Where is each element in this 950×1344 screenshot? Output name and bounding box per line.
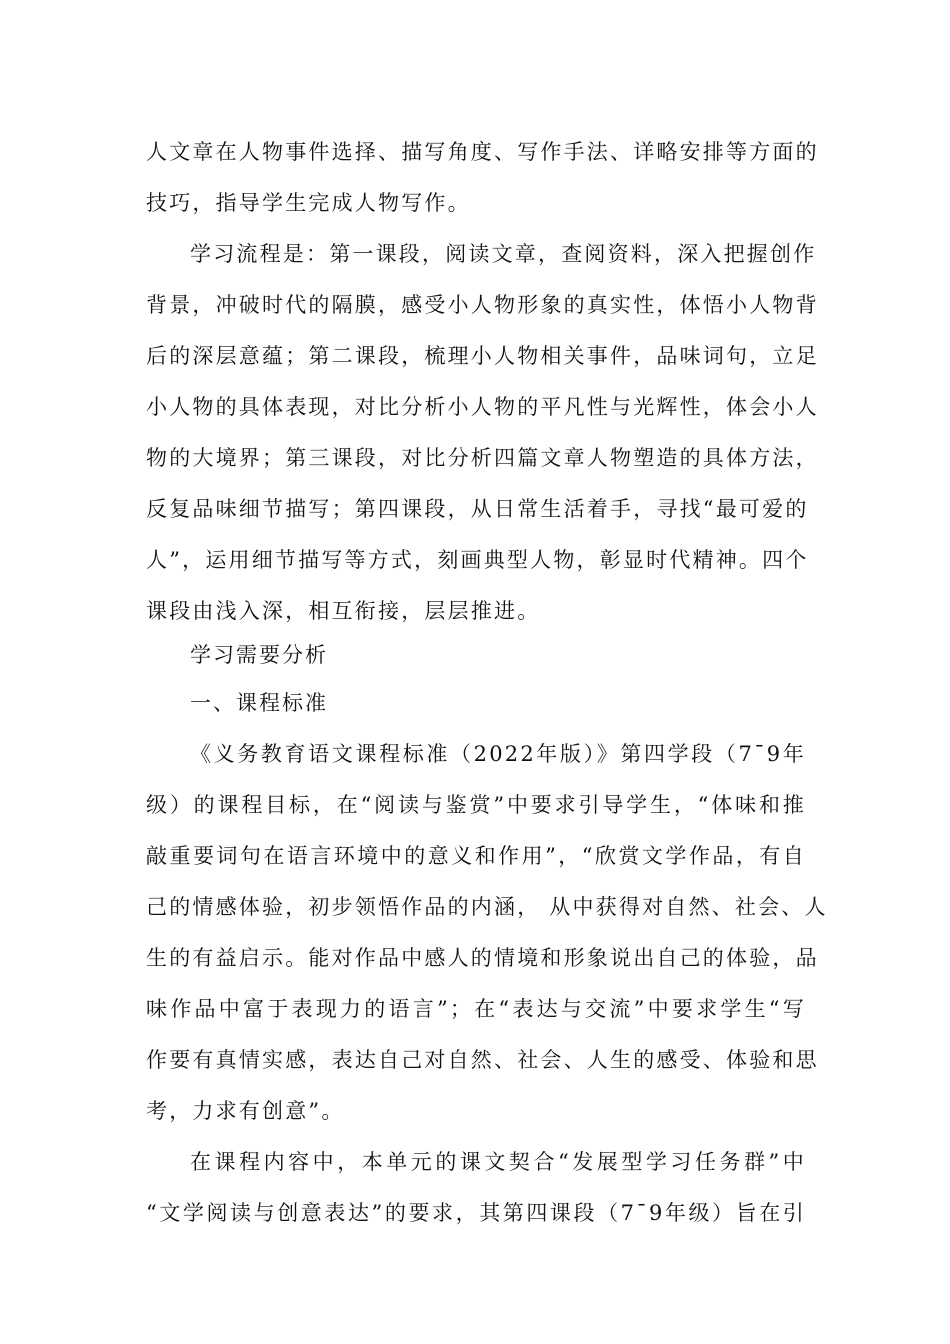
text-line: 己的情感体验，初步领悟作品的内涵， 从中获得对自然、社会、人 <box>146 895 828 919</box>
section-heading: 学习需要分析 <box>190 643 328 667</box>
text-line: 敲重要词句在语言环境中的意义和作用”，“欣赏文学作品，有自 <box>146 844 806 868</box>
text-line: 小人物的具体表现，对比分析小人物的平凡性与光辉性，体会小人 <box>146 395 819 419</box>
text-line: 背景，冲破时代的隔膜，感受小人物形象的真实性，体悟小人物背 <box>146 293 819 317</box>
text-line: 学习流程是：第一课段，阅读文章，查阅资料，深入把握创作 <box>190 242 817 266</box>
text-line: 课段由浅入深，相互衔接，层层推进。 <box>146 599 541 623</box>
subsection-heading: 一、课程标准 <box>190 691 328 715</box>
text-line: “文学阅读与创意表达”的要求，其第四课段（7¯9年级）旨在引 <box>146 1201 806 1225</box>
text-line: 在课程内容中，本单元的课文契合“发展型学习任务群”中 <box>190 1150 806 1174</box>
text-line: 人”，运用细节描写等方式，刻画典型人物，彰显时代精神。四个 <box>146 548 809 572</box>
text-line: 物的大境界；第三课段，对比分析四篇文章人物塑造的具体方法， <box>146 446 819 470</box>
text-line: 味作品中富于表现力的语言”；在“表达与交流”中要求学生“写 <box>146 997 806 1021</box>
text-line: 考，力求有创意”。 <box>146 1099 345 1123</box>
text-line: 《义务教育语文课程标准（2022年版）》第四学段（7¯9年 <box>190 742 806 766</box>
text-line: 反复品味细节描写；第四课段，从日常生活着手，寻找“最可爱的 <box>146 497 809 521</box>
text-line: 人文章在人物事件选择、描写角度、写作手法、详略安排等方面的 <box>146 140 819 164</box>
text-line: 后的深层意蕴；第二课段，梳理小人物相关事件，品味词句，立足 <box>146 344 819 368</box>
text-line: 技巧，指导学生完成人物写作。 <box>146 191 471 215</box>
text-line: 生的有益启示。能对作品中感人的情境和形象说出自己的体验，品 <box>146 946 819 970</box>
text-line: 作要有真情实感，表达自己对自然、社会、人生的感受、体验和思 <box>146 1048 819 1072</box>
text-line: 级）的课程目标，在“阅读与鉴赏”中要求引导学生，“体味和推 <box>146 793 806 817</box>
